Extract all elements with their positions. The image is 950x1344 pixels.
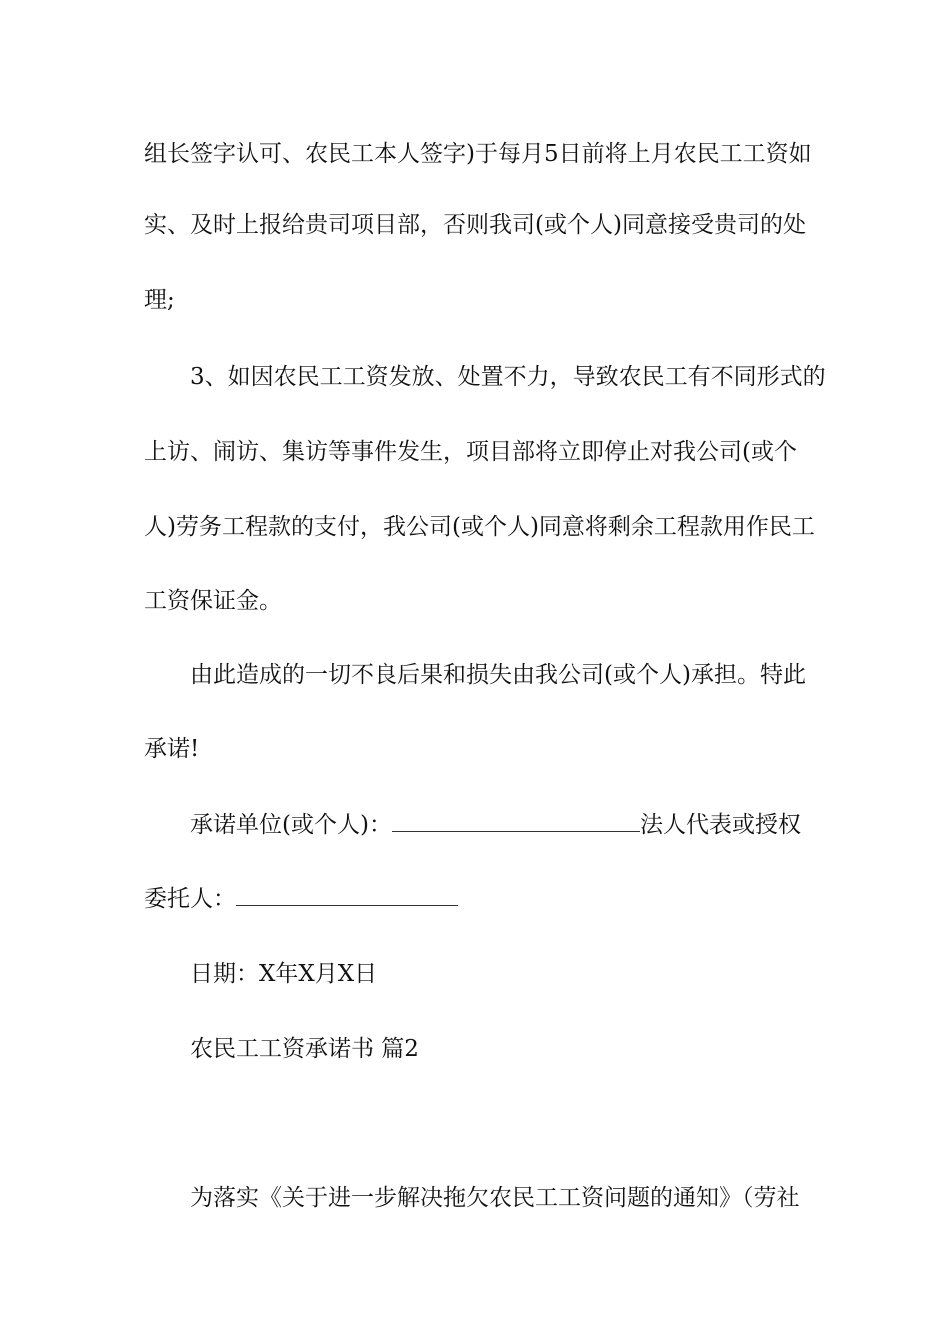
rep-signature-blank <box>236 885 458 906</box>
text-line-5-content: 上访、闹访、集访等事件发生，项目部将立即停止对我公司(或个 <box>144 439 797 465</box>
text-line-1 <box>144 139 814 169</box>
paragraph-3-first-line-content: 3、如因农民工工资发放、处置不力，导致农民工有不同形式的 <box>190 364 826 390</box>
final-line <box>190 1183 814 1213</box>
text-line-3-content: 理; <box>144 287 175 313</box>
text-line-7 <box>144 586 814 616</box>
text-line-6-content: 人)劳务工程款的支付，我公司(或个人)同意将剩余工程款用作民工 <box>144 514 815 540</box>
date-line-content: 日期：X年X月X日 <box>190 961 378 987</box>
text-line-7-content: 工资保证金。 <box>144 588 282 614</box>
paragraph-3-first-line <box>190 362 826 392</box>
consequence-paragraph-first-line <box>190 660 814 690</box>
signature-rep-line <box>144 884 814 914</box>
text-line-5 <box>144 437 814 467</box>
promise-line <box>144 734 814 764</box>
rep-label-part2: 委托人： <box>144 886 236 912</box>
unit-signature-blank <box>392 811 640 832</box>
text-line-6 <box>144 512 814 542</box>
section-heading <box>190 1034 814 1064</box>
text-line-2-content: 实、及时上报给贵司项目部，否则我司(或个人)同意接受贵司的处 <box>144 212 806 238</box>
text-line-2 <box>144 210 814 240</box>
section-heading-content: 农民工工资承诺书 篇2 <box>190 1036 419 1062</box>
final-line-content: 为落实《关于进一步解决拖欠农民工工资问题的通知》（劳社 <box>190 1185 800 1211</box>
consequence-line-content: 由此造成的一切不良后果和损失由我公司(或个人)承担。特此 <box>190 662 806 688</box>
rep-label-part1: 法人代表或授权 <box>639 812 801 838</box>
promise-line-content: 承诺! <box>144 736 200 762</box>
signature-unit-line <box>190 810 814 840</box>
text-line-3 <box>144 285 814 315</box>
text-line-1-content: 组长签字认可、农民工本人签字)于每月5日前将上月农民工工资如 <box>144 141 812 167</box>
unit-label: 承诺单位(或个人)： <box>190 812 392 838</box>
date-line <box>190 959 814 989</box>
